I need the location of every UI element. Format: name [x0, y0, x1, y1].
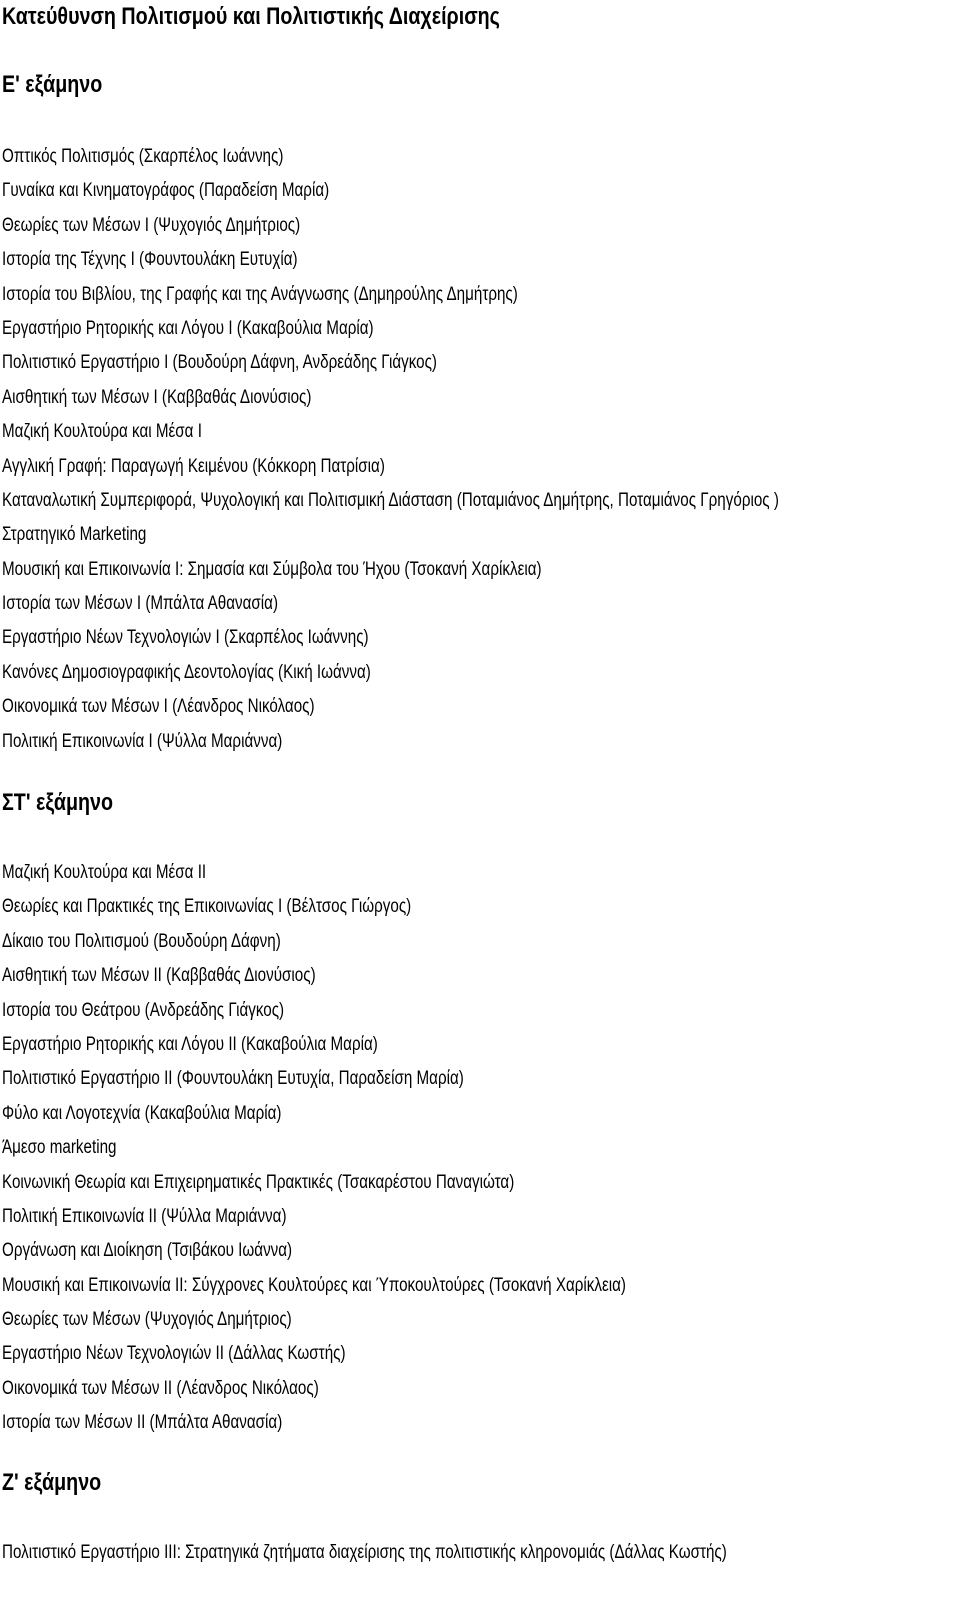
course-item: Μαζική Κουλτούρα και Μέσα Ι — [2, 421, 202, 443]
course-item: Μουσική και Επικοινωνία Ι: Σημασία και Σύμβολα του Ήχου (Τσοκανή Χαρίκλεια) — [2, 558, 542, 580]
course-item: Άμεσο marketing — [2, 1137, 117, 1159]
course-item: Πολιτική Επικοινωνία ΙΙ (Ψύλλα Μαριάννα) — [2, 1205, 287, 1227]
course-item: Πολιτική Επικοινωνία Ι (Ψύλλα Μαριάννα) — [2, 730, 283, 752]
course-item: Εργαστήριο Νέων Τεχνολογιών Ι (Σκαρπέλος Ιωάννης) — [2, 627, 369, 649]
semester-st-heading: ΣΤ' εξάμηνο — [2, 789, 113, 816]
course-item: Πολιτιστικό Εργαστήριο Ι (Βουδούρη Δάφνη, Ανδρεάδης Γιάγκος) — [2, 352, 437, 374]
course-item: Οπτικός Πολιτισμός (Σκαρπέλος Ιωάννης) — [2, 146, 284, 167]
course-item: Θεωρίες των Μέσων (Ψυχογιός Δημήτριος) — [2, 1309, 292, 1331]
course-item: Φύλο και Λογοτεχνία (Κακαβούλια Μαρία) — [2, 1102, 282, 1124]
course-item: Αισθητική των Μέσων ΙΙ (Καββαθάς Διονύσιος) — [2, 965, 316, 987]
course-item: Γυναίκα και Κινηματογράφος (Παραδείση Μαρία) — [2, 180, 330, 202]
course-item: Κανόνες Δημοσιογραφικής Δεοντολογίας (Κική Ιωάννα) — [2, 661, 371, 683]
semester-st-course-list — [2, 856, 958, 1441]
course-item: Μαζική Κουλτούρα και Μέσα ΙΙ — [2, 862, 207, 883]
course-item: Κοινωνική Θεωρία και Επιχειρηματικές Πρακτικές (Τσακαρέστου Παναγιώτα) — [2, 1171, 515, 1193]
course-item: Πολιτιστικό Εργαστήριο ΙΙΙ: Στρατηγικά ζητήματα διαχείρισης της πολιτιστικής κληρονομιάς (Δάλλας Κωστής) — [2, 1542, 727, 1563]
course-item: Αισθητική των Μέσων Ι (Καββαθάς Διονύσιος) — [2, 386, 312, 408]
course-item: Ιστορία του Βιβλίου, της Γραφής και της Ανάγνωσης (Δημηρούλης Δημήτρης) — [2, 283, 518, 305]
course-item: Εργαστήριο Ρητορικής και Λόγου ΙΙ (Κακαβούλια Μαρία) — [2, 1033, 378, 1055]
course-item: Εργαστήριο Ρητορικής και Λόγου Ι (Κακαβούλια Μαρία) — [2, 317, 374, 339]
course-item: Καταναλωτική Συμπεριφορά, Ψυχολογική και Πολιτισμική Διάσταση (Ποταμιάνος Δημήτρης, Ποταμιάνος Γρηγόριος ) — [2, 489, 779, 511]
course-item: Θεωρίες των Μέσων Ι (Ψυχογιός Δημήτριος) — [2, 214, 301, 236]
course-item: Πολιτιστικό Εργαστήριο ΙΙ (Φουντουλάκη Ευτυχία, Παραδείση Μαρία) — [2, 1068, 464, 1090]
course-item: Δίκαιο του Πολιτισμού (Βουδούρη Δάφνη) — [2, 930, 281, 952]
course-item: Οικονομικά των Μέσων ΙΙ (Λέανδρος Νικόλαος) — [2, 1377, 319, 1399]
course-item: Στρατηγικό Marketing — [2, 524, 147, 546]
course-item: Οργάνωση και Διοίκηση (Τσιβάκου Ιωάννα) — [2, 1240, 293, 1262]
semester-z-course-list — [2, 1536, 958, 1570]
semester-z-heading: Ζ' εξάμηνο — [2, 1469, 102, 1496]
semester-st-section — [2, 786, 958, 1441]
course-item: Ιστορία των Μέσων Ι (Μπάλτα Αθανασία) — [2, 593, 279, 615]
course-item: Εργαστήριο Νέων Τεχνολογιών ΙΙ (Δάλλας Κωστής) — [2, 1343, 346, 1365]
semester-e-course-list — [2, 140, 958, 759]
semester-z-section — [2, 1466, 958, 1570]
semester-e-heading: Ε' εξάμηνο — [2, 71, 103, 98]
course-item: Θεωρίες και Πρακτικές της Επικοινωνίας Ι (Βέλτσος Γιώργος) — [2, 896, 412, 918]
semester-e-section — [2, 68, 958, 759]
course-item: Ιστορία του Θεάτρου (Ανδρεάδης Γιάγκος) — [2, 999, 285, 1021]
course-item: Ιστορία της Τέχνης Ι (Φουντουλάκη Ευτυχία) — [2, 249, 298, 271]
course-item: Μουσική και Επικοινωνία ΙΙ: Σύγχρονες Κουλτούρες και Ύποκουλτούρες (Τσοκανή Χαρίκλεια) — [2, 1274, 626, 1296]
course-item: Αγγλική Γραφή: Παραγωγή Κειμένου (Κόκκορη Πατρίσια) — [2, 455, 385, 477]
course-item: Οικονομικά των Μέσων Ι (Λέανδρος Νικόλαος) — [2, 696, 315, 718]
course-item: Ιστορία των Μέσων ΙΙ (Μπάλτα Αθανασία) — [2, 1412, 283, 1434]
document-title: Κατεύθυνση Πολιτισμού και Πολιτιστικής Διαχείρισης — [2, 3, 500, 30]
